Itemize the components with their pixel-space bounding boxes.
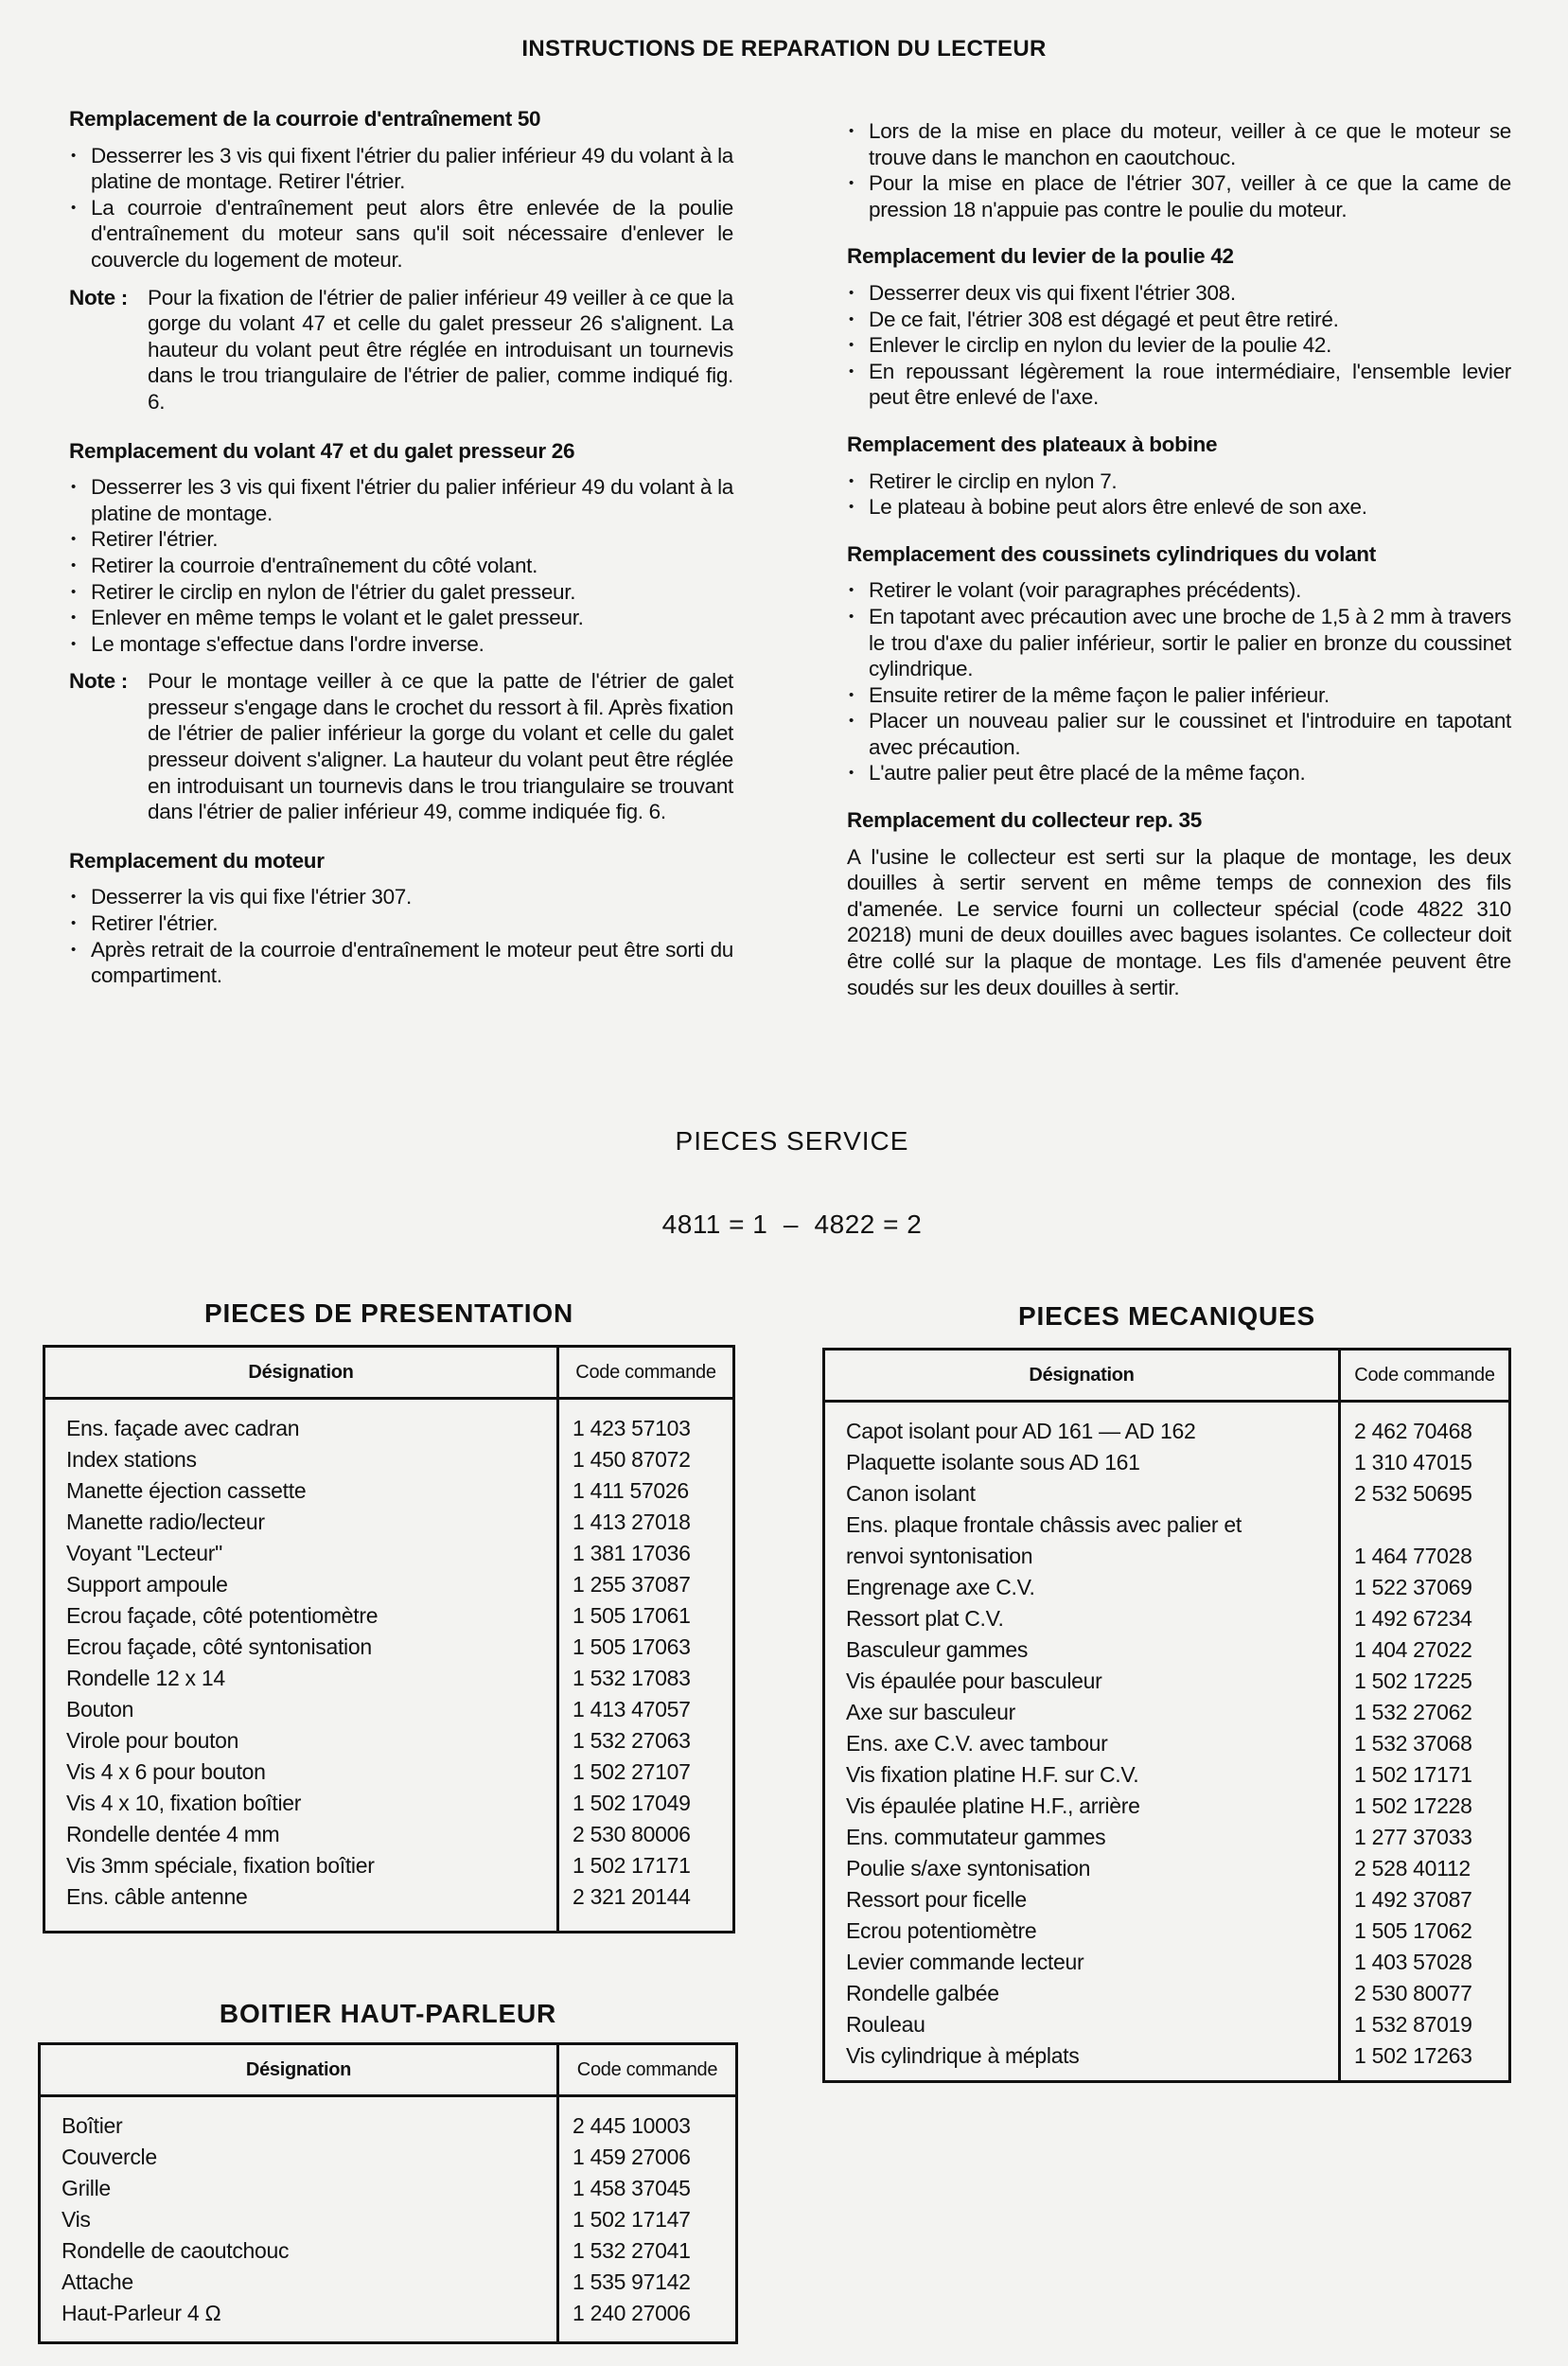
bullet-item: • Retirer le circlip en nylon de l'étrier du galet presseur.: [69, 579, 733, 606]
section-heading: Remplacement de la courroie d'entraînement 50: [69, 107, 541, 131]
bullet-item: • Enlever en même temps le volant et le galet presseur.: [69, 605, 733, 631]
designation-cell: Vis cylindrique à méplats: [824, 2040, 1340, 2072]
bullet-list: [69, 884, 733, 988]
table-header-row: [40, 2044, 737, 2096]
designation-cell: Couvercle: [40, 2142, 558, 2173]
bullet-list: [847, 468, 1511, 521]
page-title: INSTRUCTIONS DE REPARATION DU LECTEUR: [521, 36, 1047, 62]
presentation-table: [43, 1345, 735, 1933]
table-row: [44, 1475, 734, 1507]
designation-cell: Vis 4 x 10, fixation boîtier: [44, 1788, 558, 1819]
spacer-cell: [1340, 1402, 1510, 1417]
header-code: Code commande: [558, 1347, 734, 1399]
code-cell: 2 530 80077: [1354, 1981, 1472, 2005]
filler-row: [40, 2329, 737, 2343]
code-cell: 1 502 17228: [1354, 1793, 1472, 1818]
table-row: [40, 2267, 737, 2298]
section-volant: [69, 438, 733, 825]
code-cell: 1 404 27022: [1354, 1637, 1472, 1662]
table-row: [824, 1728, 1510, 1759]
bullet-item: • Retirer le volant (voir paragraphes précédents).: [847, 577, 1511, 604]
table-row: [824, 1697, 1510, 1728]
code-cell: 1 240 27006: [573, 2301, 691, 2325]
designation-cell: Ecrou façade, côté potentiomètre: [44, 1600, 558, 1632]
table-row: [40, 2110, 737, 2142]
bullet-item: • Desserrer les 3 vis qui fixent l'étrier du palier inférieur 49 du volant à la platine de montage. Retirer l'étrier.: [69, 143, 733, 195]
section-collecteur: [847, 807, 1511, 1000]
bullet-list: [847, 577, 1511, 786]
table-row: [44, 1632, 734, 1663]
table-row: [824, 1759, 1510, 1791]
designation-cell: Vis épaulée platine H.F., arrière: [824, 1791, 1340, 1822]
designation-cell: Vis épaulée pour basculeur: [824, 1666, 1340, 1697]
table-row: [44, 1507, 734, 1538]
code-cell: 1 492 37087: [1354, 1887, 1472, 1912]
section-levier: [847, 243, 1511, 411]
code-cell: 1 532 87019: [1354, 2012, 1472, 2037]
table-header-row: [824, 1350, 1510, 1402]
table-row: [824, 1884, 1510, 1916]
bullet-item: • Le montage s'effectue dans l'ordre inverse.: [69, 631, 733, 658]
designation-cell: Vis 3mm spéciale, fixation boîtier: [44, 1850, 558, 1881]
code-cell: 1 492 67234: [1354, 1606, 1472, 1631]
code-cell: 1 502 17147: [573, 2207, 691, 2232]
designation-cell: Ressort pour ficelle: [824, 1884, 1340, 1916]
table-row: [44, 1757, 734, 1788]
code-cell: 1 423 57103: [573, 1416, 691, 1440]
paragraph: A l'usine le collecteur est serti sur la plaque de montage, les deux douilles à sertir servent en même temps de connexion des fils d'amenée. Le service fourni un collecteur spécial (code 4822 310 20218) muni de deux douilles avec bagues isolantes. Ce collecteur doit être collé sur la plaque de montage. Les fils d'amenée peuvent être soudés sur les deux douilles à sertir.: [847, 844, 1511, 999]
code-cell: 1 413 47057: [573, 1697, 691, 1722]
spacer-row: [40, 2096, 737, 2111]
code-cell: 2 528 40112: [1354, 1856, 1471, 1880]
designation-cell: Vis: [40, 2204, 558, 2235]
table-row: [824, 1916, 1510, 1947]
designation-cell: Bouton: [44, 1694, 558, 1725]
designation-cell: Grille: [40, 2173, 558, 2204]
code-cell: 1 255 37087: [573, 1572, 691, 1597]
designation-cell: Vis fixation platine H.F. sur C.V.: [824, 1759, 1340, 1791]
section-plateaux: [847, 432, 1511, 521]
table-row: [44, 1413, 734, 1444]
bullet-item: • Placer un nouveau palier sur le coussinet et l'introduire en tapotant avec précaution.: [847, 708, 1511, 760]
code-cell: 1 532 17083: [573, 1666, 691, 1690]
table-row: [44, 1538, 734, 1569]
code-cell: 1 502 17225: [1354, 1669, 1472, 1693]
code-cell: 1 505 17062: [1354, 1918, 1472, 1943]
designation-cell: Canon isolant: [824, 1478, 1340, 1510]
code-cell: [1340, 1510, 1510, 1541]
designation-cell: renvoi syntonisation: [824, 1541, 1340, 1572]
table-row: [824, 1822, 1510, 1853]
bullet-item: • Le plateau à bobine peut alors être enlevé de son axe.: [847, 494, 1511, 521]
bullet-item: • Lors de la mise en place du moteur, veiller à ce que le moteur se trouve dans le manchon en caoutchouc.: [847, 118, 1511, 170]
bullet-list: [69, 474, 733, 657]
bullet-item: • Desserrer les 3 vis qui fixent l'étrier du palier inférieur 49 du volant à la platine de montage.: [69, 474, 733, 526]
designation-cell: Axe sur basculeur: [824, 1697, 1340, 1728]
designation-cell: Ens. façade avec cadran: [44, 1413, 558, 1444]
filler-cell: [558, 2329, 737, 2343]
table-row: [40, 2298, 737, 2329]
code-cell: 1 459 27006: [573, 2145, 691, 2169]
code-cell: 1 505 17061: [573, 1603, 691, 1628]
filler-cell: [1340, 2072, 1510, 2082]
bullet-item: • En tapotant avec précaution avec une broche de 1,5 à 2 mm à travers le trou d'axe du palier inférieur, sortir le palier en bronze du coussinet cylindrique.: [847, 604, 1511, 682]
filler-cell: [40, 2329, 558, 2343]
section-heading: Remplacement du collecteur rep. 35: [847, 808, 1202, 833]
spacer-cell: [824, 1402, 1340, 1417]
note: [69, 668, 733, 825]
code-cell: 1 464 77028: [1354, 1544, 1472, 1568]
designation-cell: Ecrou potentiomètre: [824, 1916, 1340, 1947]
designation-cell: Engrenage axe C.V.: [824, 1572, 1340, 1603]
section-courroie: [69, 106, 733, 415]
code-cell: 1 535 97142: [573, 2269, 691, 2294]
mecaniques-title: PIECES MECANIQUES: [1018, 1301, 1315, 1331]
bullet-item: • Après retrait de la courroie d'entraînement le moteur peut être sorti du compartiment.: [69, 937, 733, 989]
designation-cell: Ens. axe C.V. avec tambour: [824, 1728, 1340, 1759]
left-column: [69, 106, 733, 989]
code-cell: 1 411 57026: [573, 1478, 689, 1503]
designation-cell: Manette radio/lecteur: [44, 1507, 558, 1538]
bullet-item: • Desserrer deux vis qui fixent l'étrier 308.: [847, 280, 1511, 307]
code-cell: 2 530 80006: [573, 1822, 691, 1846]
table-row: [824, 1510, 1510, 1541]
code-cell: 1 502 17171: [1354, 1762, 1472, 1787]
designation-cell: Ens. commutateur gammes: [824, 1822, 1340, 1853]
header-designation: Désignation: [824, 1350, 1340, 1402]
table-row: [44, 1569, 734, 1600]
code-cell: 2 462 70468: [1354, 1419, 1472, 1443]
section-coussinets: [847, 541, 1511, 786]
section-heading: Remplacement des coussinets cylindriques du volant: [847, 541, 1376, 566]
bullet-item: • L'autre palier peut être placé de la même façon.: [847, 760, 1511, 786]
note-text: Pour la fixation de l'étrier de palier inférieur 49 veiller à ce que la gorge du volant 47 et celle du galet presseur 26 s'alignent. La hauteur du volant peut être réglée en introduisant un tournevis dans le trou triangulaire de l'étrier de palier, comme indiqué fig. 6.: [148, 285, 733, 414]
code-cell: 1 532 27063: [573, 1728, 691, 1753]
designation-cell: Voyant "Lecteur": [44, 1538, 558, 1569]
note-text: Pour le montage veiller à ce que la patte de l'étrier de galet presseur s'engage dans le crochet du ressort à fil. Après fixation de l'étrier de palier inférieur la gorge du volant et celle du galet presseur doivent s'aligner. La hauteur du volant peut être réglée en introduisant un tournevis dans le trou triangulaire se trouvant dans l'étrier de palier inférieur 49, comme indiquée fig. 6.: [148, 669, 733, 824]
code-cell: 1 502 27107: [573, 1759, 691, 1784]
code-cell: 1 403 57028: [1354, 1950, 1472, 1974]
table-row: [44, 1850, 734, 1881]
table-row: [40, 2204, 737, 2235]
spacer-cell: [558, 1399, 734, 1414]
presentation-title: PIECES DE PRESENTATION: [204, 1298, 573, 1328]
bullet-item: • Desserrer la vis qui fixe l'étrier 307.: [69, 884, 733, 910]
table-row: [44, 1788, 734, 1819]
designation-cell: Haut-Parleur 4 Ω: [40, 2298, 558, 2329]
designation-cell: Capot isolant pour AD 161 — AD 162: [824, 1416, 1340, 1447]
service-title: PIECES SERVICE: [675, 1126, 909, 1156]
bullet-item: • En repoussant légèrement la roue intermédiaire, l'ensemble levier peut être enlevé de l'axe.: [847, 359, 1511, 411]
table-row: [824, 1634, 1510, 1666]
bullet-item: • De ce fait, l'étrier 308 est dégagé et peut être retiré.: [847, 307, 1511, 333]
mecaniques-table: [822, 1348, 1511, 2083]
code-cell: 1 413 27018: [573, 1510, 691, 1534]
bullet-item: • Retirer la courroie d'entraînement du côté volant.: [69, 553, 733, 579]
designation-cell: Rondelle 12 x 14: [44, 1663, 558, 1694]
bullet-item: • Retirer l'étrier.: [69, 910, 733, 937]
header-designation: Désignation: [40, 2044, 558, 2096]
table-row: [44, 1819, 734, 1850]
designation-cell: Ecrou façade, côté syntonisation: [44, 1632, 558, 1663]
table-row: [824, 2040, 1510, 2072]
bullet-item: • La courroie d'entraînement peut alors être enlevée de la poulie d'entraînement du moteur sans qu'il soit nécessaire d'enlever le couvercle du logement de moteur.: [69, 195, 733, 274]
table-row: [824, 1603, 1510, 1634]
right-column: [847, 118, 1511, 1000]
section-heading: Remplacement des plateaux à bobine: [847, 432, 1218, 456]
bullet-list: [847, 118, 1511, 222]
designation-cell: Vis 4 x 6 pour bouton: [44, 1757, 558, 1788]
table-row: [824, 1447, 1510, 1478]
designation-cell: Ressort plat C.V.: [824, 1603, 1340, 1634]
note-label: Note :: [69, 285, 128, 309]
designation-cell: Poulie s/axe syntonisation: [824, 1853, 1340, 1884]
table-row: [824, 1978, 1510, 2009]
table-row: [824, 1572, 1510, 1603]
designation-cell: Index stations: [44, 1444, 558, 1475]
code-cell: 1 532 37068: [1354, 1731, 1472, 1756]
table-row: [40, 2142, 737, 2173]
code-cell: 2 321 20144: [573, 1884, 691, 1909]
code-cell: 1 532 27041: [573, 2238, 691, 2263]
designation-cell: Basculeur gammes: [824, 1634, 1340, 1666]
table-row: [824, 1666, 1510, 1697]
table-row: [44, 1694, 734, 1725]
table-row: [824, 1853, 1510, 1884]
bullet-item: • Pour la mise en place de l'étrier 307, veiller à ce que la came de pression 18 n'appuie pas contre le poulie du moteur.: [847, 170, 1511, 222]
table-row: [824, 1416, 1510, 1447]
section-heading: Remplacement du moteur: [69, 848, 325, 873]
designation-cell: Boîtier: [40, 2110, 558, 2142]
designation-cell: Support ampoule: [44, 1569, 558, 1600]
spacer-row: [824, 1402, 1510, 1417]
table-row: [44, 1725, 734, 1757]
filler-cell: [44, 1913, 558, 1933]
table-row: [44, 1881, 734, 1913]
code-cell: 1 381 17036: [573, 1541, 691, 1565]
designation-cell: Ens. plaque frontale châssis avec palier et: [824, 1510, 1340, 1541]
designation-cell: Manette éjection cassette: [44, 1475, 558, 1507]
bullet-list: [847, 280, 1511, 411]
designation-cell: Ens. câble antenne: [44, 1881, 558, 1913]
code-cell: 1 502 17171: [573, 1853, 691, 1878]
code-cell: 1 458 37045: [573, 2176, 691, 2200]
section-heading: Remplacement du volant 47 et du galet presseur 26: [69, 438, 575, 463]
filler-cell: [558, 1913, 734, 1933]
service-codes: 4811 = 1 – 4822 = 2: [661, 1209, 923, 1239]
filler-row: [44, 1913, 734, 1933]
note-label: Note :: [69, 669, 128, 694]
table-row: [40, 2235, 737, 2267]
bullet-item: • Retirer le circlip en nylon 7.: [847, 468, 1511, 495]
code-cell: 2 445 10003: [573, 2113, 691, 2138]
bullet-list: [69, 143, 733, 274]
spacer-cell: [558, 2096, 737, 2111]
haut-parleur-title: BOITIER HAUT-PARLEUR: [219, 1999, 557, 2028]
table-row: [44, 1663, 734, 1694]
bullet-item: • Retirer l'étrier.: [69, 526, 733, 553]
designation-cell: Plaquette isolante sous AD 161: [824, 1447, 1340, 1478]
bullet-item: • Ensuite retirer de la même façon le palier inférieur.: [847, 682, 1511, 709]
designation-cell: Rondelle dentée 4 mm: [44, 1819, 558, 1850]
section-heading: Remplacement du levier de la poulie 42: [847, 244, 1234, 269]
designation-cell: Attache: [40, 2267, 558, 2298]
code-cell: 1 522 37069: [1354, 1575, 1472, 1599]
note: [69, 285, 733, 415]
code-cell: 1 532 27062: [1354, 1700, 1472, 1724]
table-row: [40, 2173, 737, 2204]
bullet-item: • Enlever le circlip en nylon du levier de la poulie 42.: [847, 332, 1511, 359]
filler-cell: [824, 2072, 1340, 2082]
code-cell: 1 310 47015: [1354, 1450, 1472, 1474]
table-row: [824, 1541, 1510, 1572]
code-cell: 1 450 87072: [573, 1447, 691, 1472]
haut-parleur-table: [38, 2042, 738, 2344]
spacer-cell: [40, 2096, 558, 2111]
header-code: Code commande: [1340, 1350, 1510, 1402]
header-designation: Désignation: [44, 1347, 558, 1399]
designation-cell: Rondelle de caoutchouc: [40, 2235, 558, 2267]
section-moteur: [69, 848, 733, 989]
code-cell: 1 502 17049: [573, 1791, 691, 1815]
table-header-row: [44, 1347, 734, 1399]
code-cell: 1 505 17063: [573, 1634, 691, 1659]
spacer-row: [44, 1399, 734, 1414]
code-cell: 1 277 37033: [1354, 1825, 1472, 1849]
spacer-cell: [44, 1399, 558, 1414]
designation-cell: Levier commande lecteur: [824, 1947, 1340, 1978]
table-row: [824, 1791, 1510, 1822]
table-row: [824, 1947, 1510, 1978]
code-cell: 1 502 17263: [1354, 2043, 1472, 2068]
designation-cell: Rouleau: [824, 2009, 1340, 2040]
table-row: [44, 1444, 734, 1475]
table-row: [824, 1478, 1510, 1510]
header-code: Code commande: [558, 2044, 737, 2096]
table-row: [824, 2009, 1510, 2040]
table-row: [44, 1600, 734, 1632]
code-cell: 2 532 50695: [1354, 1481, 1472, 1506]
designation-cell: Virole pour bouton: [44, 1725, 558, 1757]
designation-cell: Rondelle galbée: [824, 1978, 1340, 2009]
filler-row: [824, 2072, 1510, 2082]
